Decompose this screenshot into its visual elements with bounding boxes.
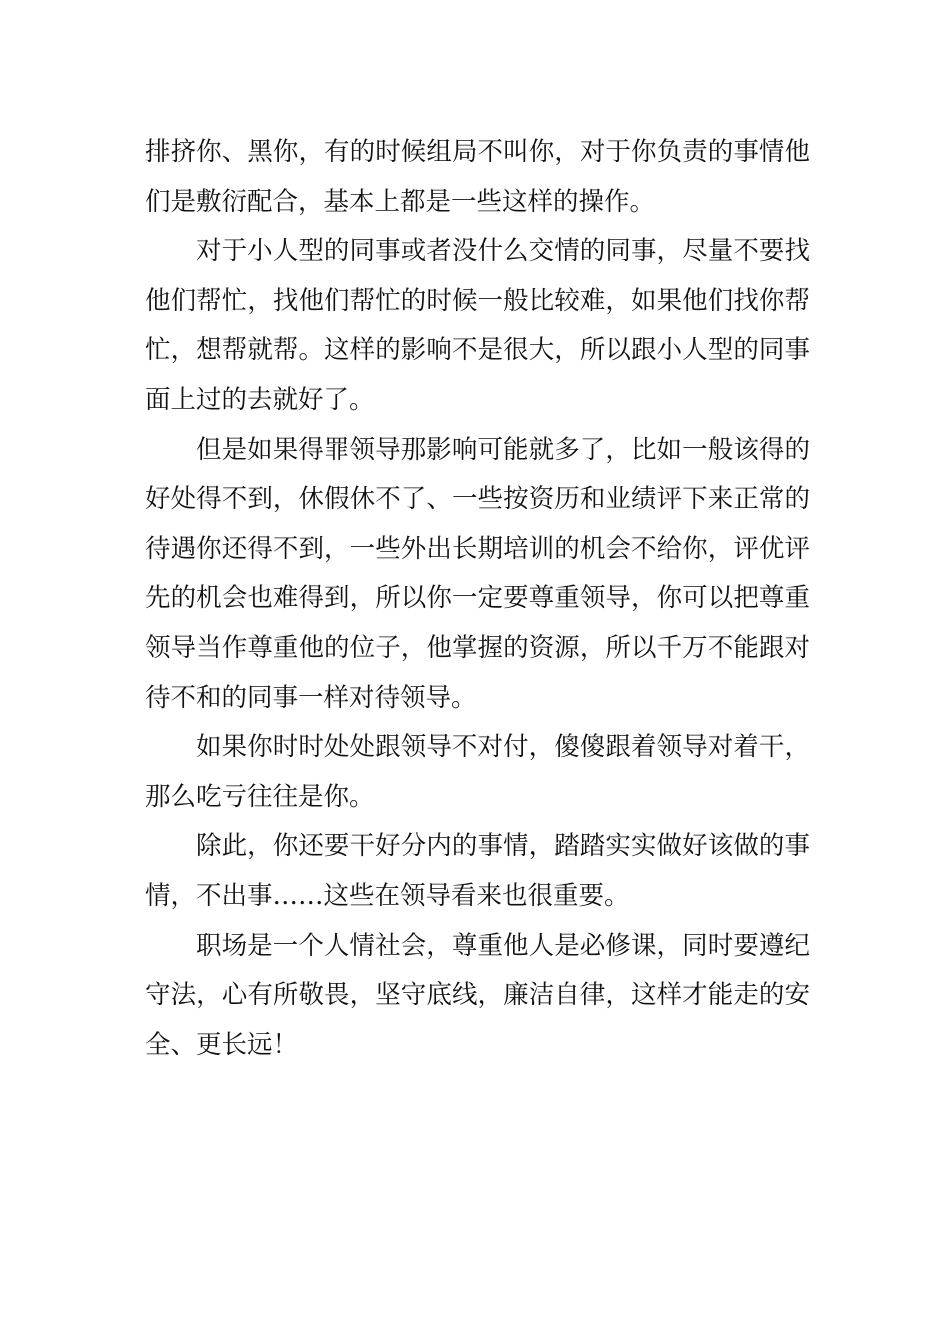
paragraph: 对于小人型的同事或者没什么交情的同事，尽量不要找他们帮忙，找他们帮忙的时候一般比较难，如果他们找你帮忙，想帮就帮。这样的影响不是很大，所以跟小人型的同事面上过的去就好了。 [145, 236, 810, 415]
paragraph: 如果你时时处处跟领导不对付，傻傻跟着领导对着干，那么吃亏往往是你。 [145, 732, 810, 812]
document-body [145, 128, 810, 1070]
paragraph: 但是如果得罪领导那影响可能就多了，比如一般该得的好处得不到，休假休不了、一些按资历和业绩评下来正常的待遇你还得不到，一些外出长期培训的机会不给你，评优评先的机会也难得到，所以你一定要尊重领导，你可以把尊重领导当作尊重他的位子，他掌握的资源，所以千万不能跟对待不和的同事一样对待领导。 [145, 434, 810, 713]
paragraph: 职场是一个人情社会，尊重他人是必修课，同时要遵纪守法，心有所敬畏，坚守底线，廉洁自律，这样才能走的安全、更长远！ [145, 930, 810, 1060]
paragraph: 除此，你还要干好分内的事情，踏踏实实做好该做的事情，不出事……这些在领导看来也很重要。 [145, 831, 810, 911]
paragraph-continuation: 排挤你、黑你，有的时候组局不叫你，对于你负责的事情他们是敷衍配合，基本上都是一些这样的操作。 [145, 137, 810, 217]
